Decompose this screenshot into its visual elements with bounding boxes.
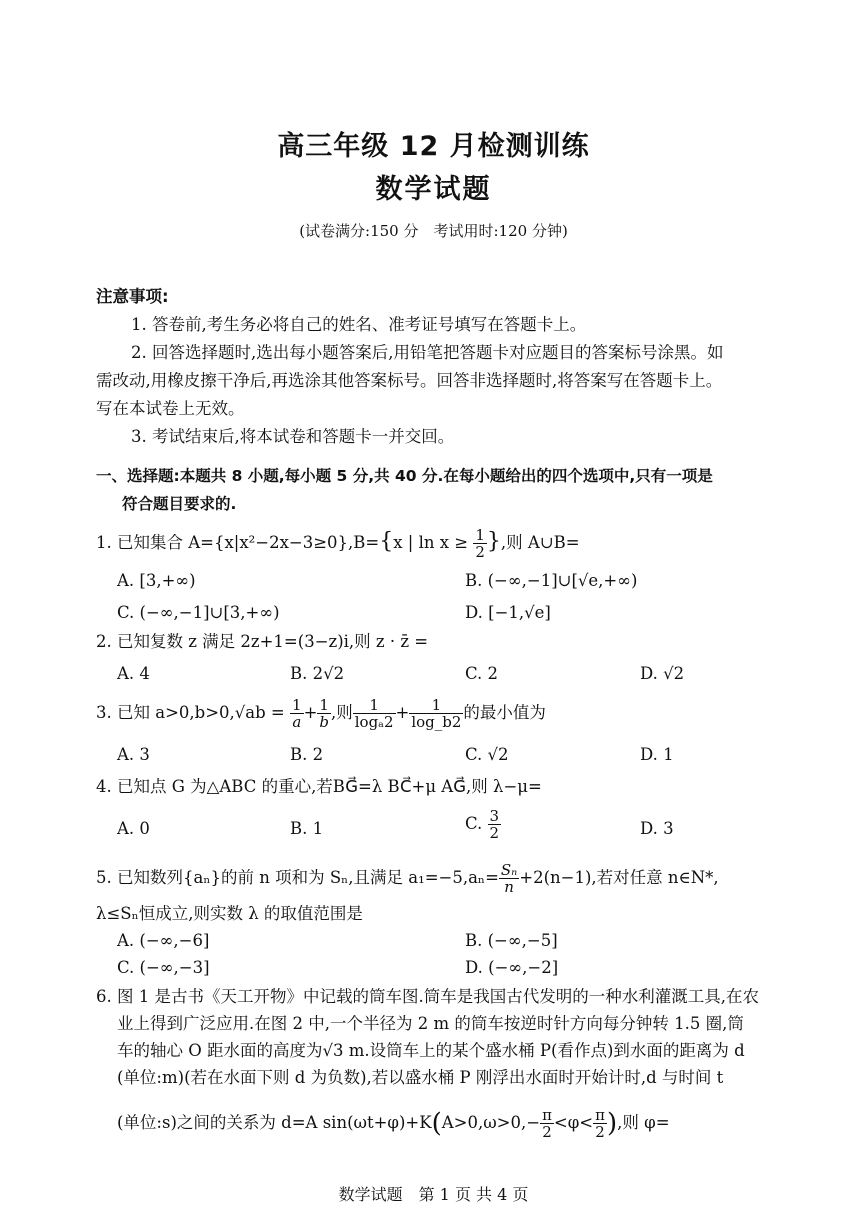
- question-5-option-b: B. (−∞,−5]: [465, 931, 558, 950]
- question-5-stem: 5. 已知数列{aₙ}的前 n 项和为 Sₙ,且满足 a₁=−5,aₙ= $\frac{\text{Sₙ}}{n}$ +2(n−1),若对任意 n∈N*,: [96, 861, 719, 896]
- question-2-option-b: B. 2√2: [290, 664, 345, 683]
- section-heading-cont: 符合题目要求的.: [122, 495, 237, 513]
- question-2-option-a: A. 4: [117, 664, 150, 683]
- note-item: 3. 考试结束后,将本试卷和答题卡一并交回。: [131, 427, 455, 446]
- exam-title: 高三年级 12 月检测训练: [277, 131, 590, 162]
- question-1-option-c: C. (−∞,−1]∪[3,+∞): [117, 603, 280, 622]
- note-item: 2. 回答选择题时,选出每小题答案后,用铅笔把答题卡对应题目的答案标号涂黑。如: [131, 343, 724, 362]
- note-item: 写在本试卷上无效。: [96, 399, 245, 418]
- question-3-stem: 3. 已知 a>0,b>0,√ab = $\frac{1}{a}$ + $\frac{1}{b}$ ,则 $\frac{1}{\text{logₐ2}}$ + $\frac{1}{\log\_b2}$ 的最小值为: [96, 696, 546, 731]
- question-6-line: 车的轴心 O 距水面的高度为√3 m.设筒车上的某个盛水桶 P(看作点)到水面的距离为 d: [117, 1041, 745, 1060]
- question-3-option-d: D. 1: [640, 745, 674, 764]
- note-item: 需改动,用橡皮擦干净后,再选涂其他答案标号。回答非选择题时,将答案写在答题卡上。: [96, 371, 723, 390]
- note-item: 1. 答卷前,考生务必将自己的姓名、准考证号填写在答题卡上。: [131, 315, 587, 334]
- question-2-option-d: D. √2: [640, 664, 685, 683]
- exam-subject: 数学试题: [375, 174, 492, 205]
- question-5-stem-cont: λ≤Sₙ恒成立,则实数 λ 的取值范围是: [96, 904, 363, 923]
- question-1-option-d: D. [−1,√e]: [465, 603, 551, 622]
- question-2-option-c: C. 2: [465, 664, 499, 683]
- question-4-option-b: B. 1: [290, 819, 324, 838]
- question-3-option-a: A. 3: [117, 745, 150, 764]
- question-6-line: 业上得到广泛应用.在图 2 中,一个半径为 2 m 的筒车按逆时针方向每分钟转 1.5 圈,筒: [117, 1014, 744, 1033]
- question-1-stem: 1. 已知集合 A={x|x²−2x−3≥0},B={x | ln x ≥ $\frac{1}{2}$ },则 A∪B=: [96, 526, 580, 561]
- question-4-option-c: C. $\frac{3}{2}$: [465, 807, 500, 842]
- question-3-option-c: C. √2: [465, 745, 509, 764]
- question-3-option-b: B. 2: [290, 745, 324, 764]
- question-1-option-b: B. (−∞,−1]∪[√e,+∞): [465, 571, 638, 590]
- question-4-option-a: A. 0: [117, 819, 150, 838]
- question-5-option-d: D. (−∞,−2]: [465, 958, 559, 977]
- question-6-line-last: (单位:s)之间的关系为 d=A sin(ωt+φ)+K(A>0,ω>0,− $\frac{\pi}{2}$ <φ< $\frac{\pi}{2}$ ),则 φ=: [117, 1106, 670, 1141]
- question-1-option-a: A. [3,+∞): [117, 571, 196, 590]
- question-5-option-c: C. (−∞,−3]: [117, 958, 210, 977]
- exam-meta: (试卷满分:150 分 考试用时:120 分钟): [299, 222, 568, 240]
- question-6-line: (单位:m)(若在水面下则 d 为负数),若以盛水桶 P 刚浮出水面时开始计时,d 与时间 t: [117, 1068, 724, 1087]
- question-4-option-d: D. 3: [640, 819, 674, 838]
- page-footer: 数学试题 第 1 页 共 4 页: [338, 1185, 529, 1204]
- question-2-stem: 2. 已知复数 z 满足 2z+1=(3−z)i,则 z · z̄ =: [96, 632, 429, 651]
- notes-heading: 注意事项:: [96, 287, 169, 306]
- question-6-line: 6. 图 1 是古书《天工开物》中记载的筒车图.筒车是我国古代发明的一种水利灌溉工具,在农: [96, 987, 759, 1006]
- section-heading: 一、选择题:本题共 8 小题,每小题 5 分,共 40 分.在每小题给出的四个选项中,只有一项是: [96, 467, 713, 485]
- question-5-option-a: A. (−∞,−6]: [117, 931, 210, 950]
- question-4-stem: 4. 已知点 G 为△ABC 的重心,若BG⃗=λ BC⃗+μ AG⃗,则 λ−μ=: [96, 777, 542, 796]
